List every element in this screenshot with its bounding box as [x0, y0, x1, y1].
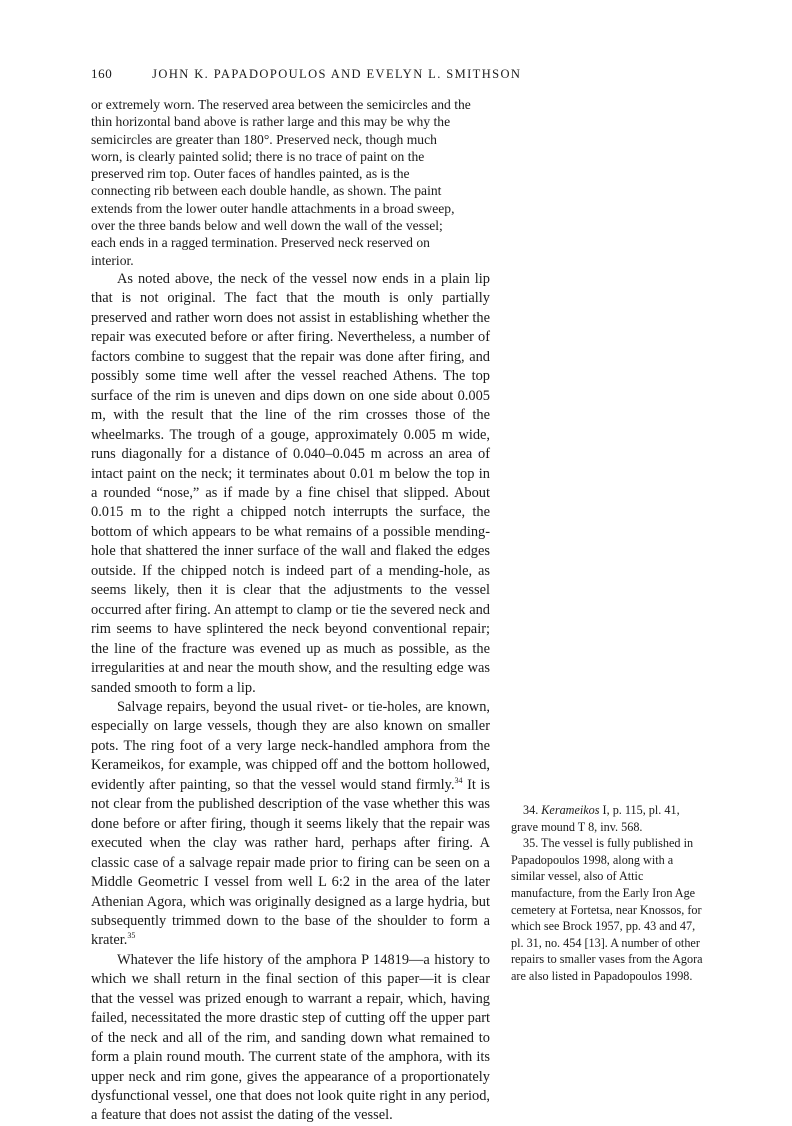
- paragraph-2-part-b: It is not clear from the published description of the vase whether this was done before or after firing, though it seems likely that the repair was executed when the clay was rather hard, perhaps after firing. A classic case of a salvage repair made prior to firing can be seen on a Middle Geometric I vessel from well L 6:2 in the area of the later Athenian Agora, which was originally designed as a large hydria, but subsequently trimmed down to the base of the shoulder to form a krater.: [91, 776, 490, 949]
- paragraph-3: Whatever the life history of the amphora P 14819—a history to which we shall return in the final section of this paper—it is clear that the vessel was prized enough to warrant a repair, which, having failed, necessitated the more drastic step of cutting off the upper part of the neck and all of the rim, and sanding down what remained to form a plain round mouth. The current state of the amphora, with its upper neck and rim gone, gives the appearance of a proportionately dysfunctional vessel, one that does not look quite right in any period, a feature that does not assist the dating of the vessel.: [91, 951, 490, 1124]
- page-number: 160: [91, 66, 113, 81]
- footnote-34: [511, 802, 707, 835]
- paragraph-2-part-a: Salvage repairs, beyond the usual rivet- or tie-holes, are known, especially on large vessels, though they are also known on smaller pots. The ring foot of a very large neck-handled amphora from the Kerameikos, for example, was chipped off and the bottom hollowed, evidently after painting, so that the vessel would stand firmly.: [91, 698, 490, 793]
- paragraph-2: [91, 698, 490, 951]
- footnote-34-number: 34.: [523, 803, 539, 817]
- catalog-entry-text: or extremely worn. The reserved area between the semicircles and the thin horizontal band above is rather large and this may be why the semicircles are greater than 180°. Preserved neck, though much worn, is clearly painted solid; there is no trace of paint on the preserved rim top. Outer faces of handles painted, as is the connecting rib between each double handle, as shown. The paint extends from the lower outer handle attachments in a broad sweep, over the three bands below and well down the wall of the vessel; each ends in a ragged termination. Preserved neck reserved on interior.: [91, 97, 471, 268]
- main-body: [91, 270, 490, 1126]
- running-header: [91, 66, 521, 82]
- footnote-34-text: I, p. 115, pl. 41, grave mound T 8, inv. 568.: [511, 803, 680, 834]
- footnote-ref-34[interactable]: 34: [454, 775, 463, 785]
- paragraph-1: As noted above, the neck of the vessel now ends in a plain lip that is not original. The fact that the mouth is only partially preserved and rather worn does not assist in establishing whether the repair was executed before or after firing. Nevertheless, a number of factors combine to suggest that the repair was done after firing, and possibly some time well after the vessel reached Athens. The top surface of the rim is uneven and dips down on one side about 0.005 m, with the result that the line of the rim crosses those of the wheelmarks. The trough of a gouge, approximately 0.005 m wide, runs diagonally for a distance of 0.040–0.045 m across an area of intact paint on the neck; it terminates about 0.01 m below the top in a rounded “nose,” as if made by a fine chisel that slipped. About 0.015 m to the right a chipped notch interrupts the surface, the bottom of which appears to be what remains of a possible mending-hole that shattered the inner surface of the wall and flaked the edges outside. If the chipped notch is indeed part of a mending-hole, as seems likely, then it is clear that the adjustments to the vessel occurred after firing. An attempt to clamp or tie the severed neck and rim seems to have splintered the neck beyond conventional repair; the line of the fracture was evened up as much as possible, as the irregularities at and near the mouth show, and the resulting edge was sanded smooth to form a lip.: [91, 271, 490, 696]
- running-authors: JOHN K. PAPADOPOULOS AND EVELYN L. SMITHSON: [152, 67, 522, 81]
- footnotes: [511, 802, 707, 985]
- footnote-34-title: Kerameikos: [541, 803, 600, 817]
- footnote-35: 35. The vessel is fully published in Papadopoulos 1998, along with a similar vessel, also of Attic manufacture, from the Early Iron Age cemetery at Fortetsa, near Knossos, for which see Brock 1957, pp. 43 and 47, pl. 31, no. 454 [13]. A number of other repairs to smaller vases from the Agora are also listed in Papadopoulos 1998.: [511, 836, 703, 983]
- footnote-ref-35[interactable]: 35: [127, 931, 136, 941]
